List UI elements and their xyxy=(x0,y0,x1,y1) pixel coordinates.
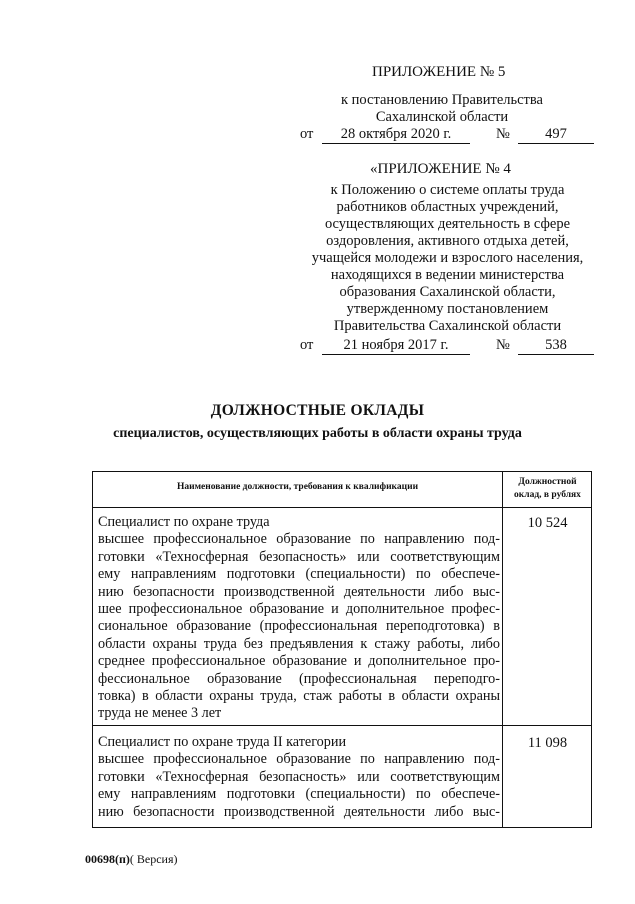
document-title: ДОЛЖНОСТНЫЕ ОКЛАДЫ xyxy=(210,402,425,419)
col-header-position: Наименование должности, требования к квалификации xyxy=(176,482,419,492)
inner-annex-line: осуществляющих деятельность в сфере xyxy=(324,216,571,232)
annex-title: ПРИЛОЖЕНИЕ № 5 xyxy=(372,64,506,80)
row-line: Специалист по охране труда II категории xyxy=(98,734,347,750)
inner-annex-date: 21 ноября 2017 г. xyxy=(322,337,470,355)
inner-annex-line: утвержденному постановлением xyxy=(346,301,549,317)
number-label: № xyxy=(496,337,510,353)
inner-annex-description xyxy=(300,182,595,335)
table-row-2-requirements xyxy=(98,734,500,821)
inner-annex-line: образования Сахалинской области, xyxy=(339,284,556,300)
row-line: нию безопасности производственной деятельности либо выс- xyxy=(98,583,500,600)
annex-date: 28 октября 2020 г. xyxy=(322,126,470,144)
row-line: товка) в области охраны труда, стаж работы в области охраны xyxy=(98,688,500,705)
table-row-2-salary: 11 098 xyxy=(527,735,568,751)
inner-annex-number: 538 xyxy=(518,337,594,355)
row-line: области охраны труда без предъявления к стажу работы, либо xyxy=(98,635,500,652)
row-line: высшее профессиональное образование по направлению под- xyxy=(98,531,500,548)
row-line: Специалист по охране труда xyxy=(98,514,270,530)
table-row-1-salary: 10 524 xyxy=(527,515,568,531)
row-line: высшее профессиональное образование по направлению под- xyxy=(98,751,500,768)
inner-annex-line: работников областных учреждений, xyxy=(336,199,559,215)
footer-code: 00698(п) xyxy=(85,852,130,866)
annex-resolution-ref xyxy=(330,92,554,126)
number-label: № xyxy=(496,126,510,142)
table-row-divider xyxy=(93,725,591,726)
salary-table xyxy=(92,471,592,828)
row-line: нию безопасности производственной деятельности либо выс- xyxy=(98,803,500,820)
document-footer xyxy=(85,852,178,867)
col-header-salary xyxy=(503,476,592,502)
col-header-salary-line: Должностной xyxy=(518,477,577,487)
inner-annex-line: оздоровления, активного отдыха детей, xyxy=(326,233,569,249)
annex-resolution-line: к постановлению Правительства xyxy=(341,92,543,108)
annex-date-number-row xyxy=(300,126,595,144)
row-line: шее профессиональное образование и дополнительное профес- xyxy=(98,601,500,618)
inner-annex-line: учащейся молодежи и взрослого населения, xyxy=(311,250,584,266)
inner-annex-title: «ПРИЛОЖЕНИЕ № 4 xyxy=(370,161,511,177)
inner-annex-line: к Положению о системе оплаты труда xyxy=(330,182,565,198)
footer-version: ( Версия) xyxy=(129,852,178,866)
annex-resolution-line: Сахалинской области xyxy=(375,109,509,125)
row-line: готовки «Техносферная безопасность» или соответствующим xyxy=(98,768,500,785)
annex-number: 497 xyxy=(518,126,594,144)
inner-annex-line: находящихся в ведении министерства xyxy=(330,267,565,283)
document-subtitle: специалистов, осуществляющих работы в области охраны труда xyxy=(113,426,522,441)
row-line: готовки «Техносферная безопасность» или соответствующим xyxy=(98,548,500,565)
row-line: фессиональное образование (профессиональная переподго- xyxy=(98,670,500,687)
from-label: от xyxy=(300,126,314,142)
col-header-salary-line: оклад, в рублях xyxy=(514,490,581,500)
inner-annex-line: Правительства Сахалинской области xyxy=(333,318,562,334)
row-line: ему направлениям подготовки (специальности) по обеспече- xyxy=(98,566,500,583)
table-row-1-requirements xyxy=(98,514,500,723)
inner-annex-date-number-row xyxy=(300,337,595,355)
from-label: от xyxy=(300,337,314,353)
row-line: сиональное образование (профессиональная переподготовка) в xyxy=(98,618,500,635)
row-line: среднее профессиональное образование и дополнительное про- xyxy=(98,653,500,670)
row-line: труда не менее 3 лет xyxy=(98,705,222,722)
row-line: ему направлениям подготовки (специальности) по обеспече- xyxy=(98,786,500,803)
table-header-divider xyxy=(93,507,591,508)
